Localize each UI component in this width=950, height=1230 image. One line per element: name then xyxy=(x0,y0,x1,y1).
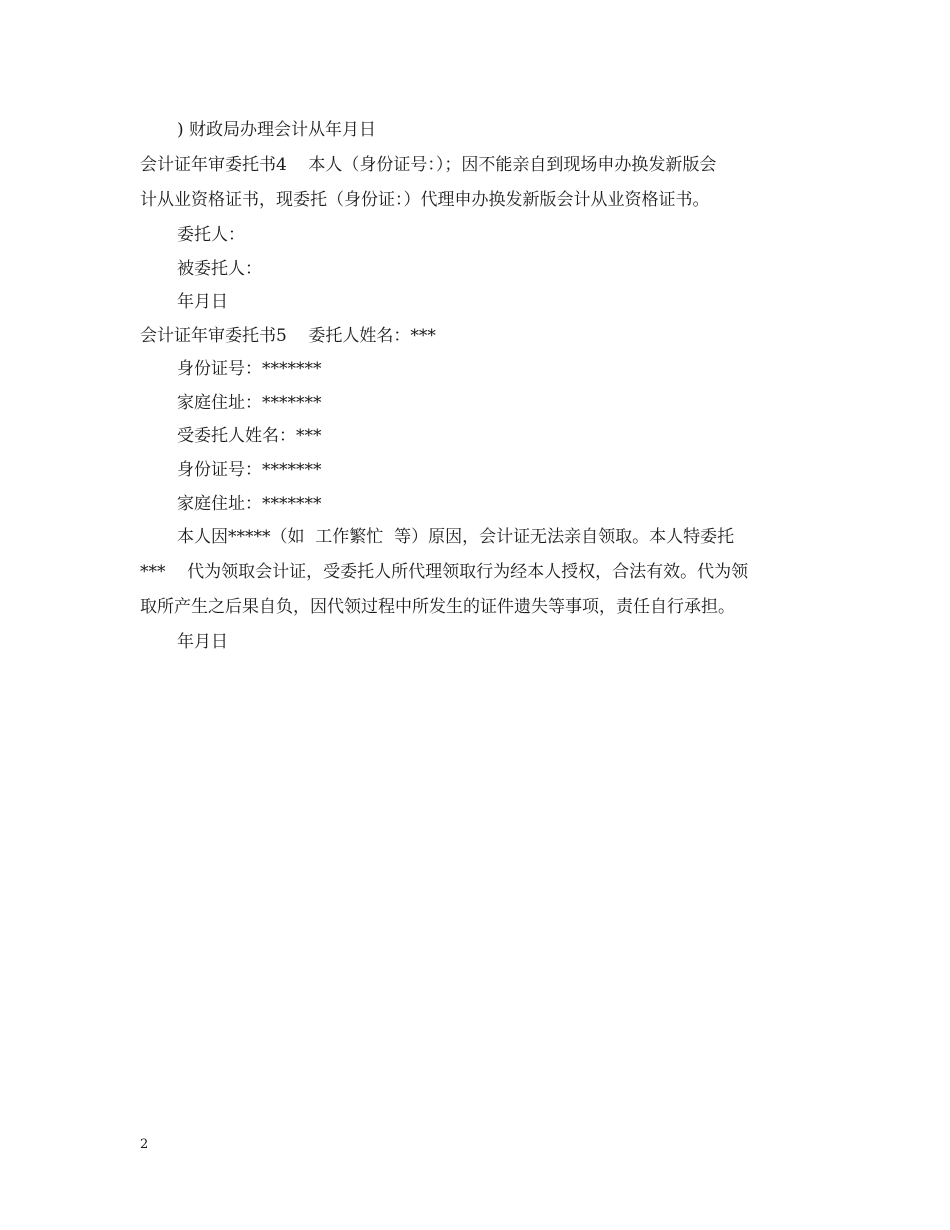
text-line: 被委托人： xyxy=(177,259,262,279)
text-line: 家庭住址：******* xyxy=(177,393,322,413)
text-line: 本人因*****（如 工作繁忙 等）原因，会计证无法亲自领取。本人特委托 xyxy=(177,527,735,547)
text-line: 年月日 xyxy=(177,632,228,652)
page-number: 2 xyxy=(140,1137,149,1152)
text-line: 年月日 xyxy=(177,292,228,312)
text-line: 会计证年审委托书4 本人（身份证号：）；因不能亲自到现场申办换发新版会 xyxy=(140,155,717,175)
text-line: 取所产生之后果自负，因代领过程中所发生的证件遗失等事项，责任自行承担。 xyxy=(140,597,735,617)
text-line: 身份证号：******* xyxy=(177,460,322,480)
text-line: 委托人： xyxy=(177,225,245,245)
text-line: 会计证年审委托书5 委托人姓名：*** xyxy=(140,326,436,346)
text-line: *** 代为领取会计证，受委托人所代理领取行为经本人授权，合法有效。代为领 xyxy=(140,562,749,582)
text-line: 家庭住址：******* xyxy=(177,494,322,514)
text-line: 受委托人姓名：*** xyxy=(177,426,322,446)
text-line: 身份证号：******* xyxy=(177,359,322,379)
text-line: 计从业资格证书，现委托（身份证：）代理申办换发新版会计从业资格证书。 xyxy=(140,190,710,210)
text-line: ) 财政局办理会计从年月日 xyxy=(177,120,377,140)
